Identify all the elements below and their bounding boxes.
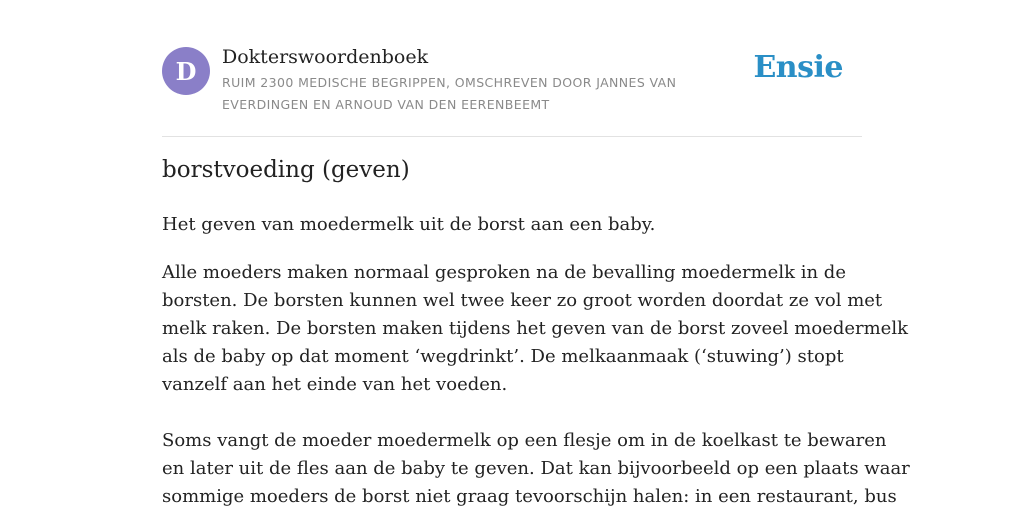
entry-definition: Het geven van moedermelk uit de borst aan een baby. — [162, 214, 656, 235]
source-subtitle — [222, 72, 712, 116]
source-subtitle-line: EVERDINGEN EN ARNOUD VAN DEN EERENBEEMT — [222, 97, 550, 112]
entry-term: borstvoeding (geven) — [162, 157, 410, 183]
paragraph-line: sommige moeders de borst niet graag tevoorschijn halen: in een restaurant, bus — [162, 486, 897, 507]
entry-paragraph-1 — [162, 259, 908, 399]
paragraph-line: en later uit de fles aan de baby te geven. Dat kan bijvoorbeeld op een plaats waar — [162, 458, 910, 479]
source-header — [162, 0, 862, 137]
page — [162, 0, 910, 507]
paragraph-line: als de baby op dat moment ‘wegdrinkt’. De melkaanmaak (‘stuwing’) stopt — [162, 346, 844, 367]
source-subtitle-line: RUIM 2300 MEDISCHE BEGRIPPEN, OMSCHREVEN DOOR JANNES VAN — [222, 75, 677, 90]
source-avatar[interactable]: D — [162, 47, 210, 95]
paragraph-line: borsten. De borsten kunnen wel twee keer zo groot worden doordat ze vol met — [162, 290, 883, 311]
ensie-logo-link[interactable]: Ensie — [753, 50, 843, 85]
paragraph-line: melk raken. De borsten maken tijdens het geven van de borst zoveel moedermelk — [162, 318, 908, 339]
source-title[interactable]: Dokterswoordenboek — [222, 46, 429, 68]
paragraph-line: Alle moeders maken normaal gesproken na de bevalling moedermelk in de — [162, 262, 846, 283]
paragraph-line: Soms vangt de moeder moedermelk op een flesje om in de koelkast te bewaren — [162, 430, 887, 451]
paragraph-line: vanzelf aan het einde van het voeden. — [162, 374, 508, 395]
entry-paragraph-2 — [162, 427, 910, 511]
